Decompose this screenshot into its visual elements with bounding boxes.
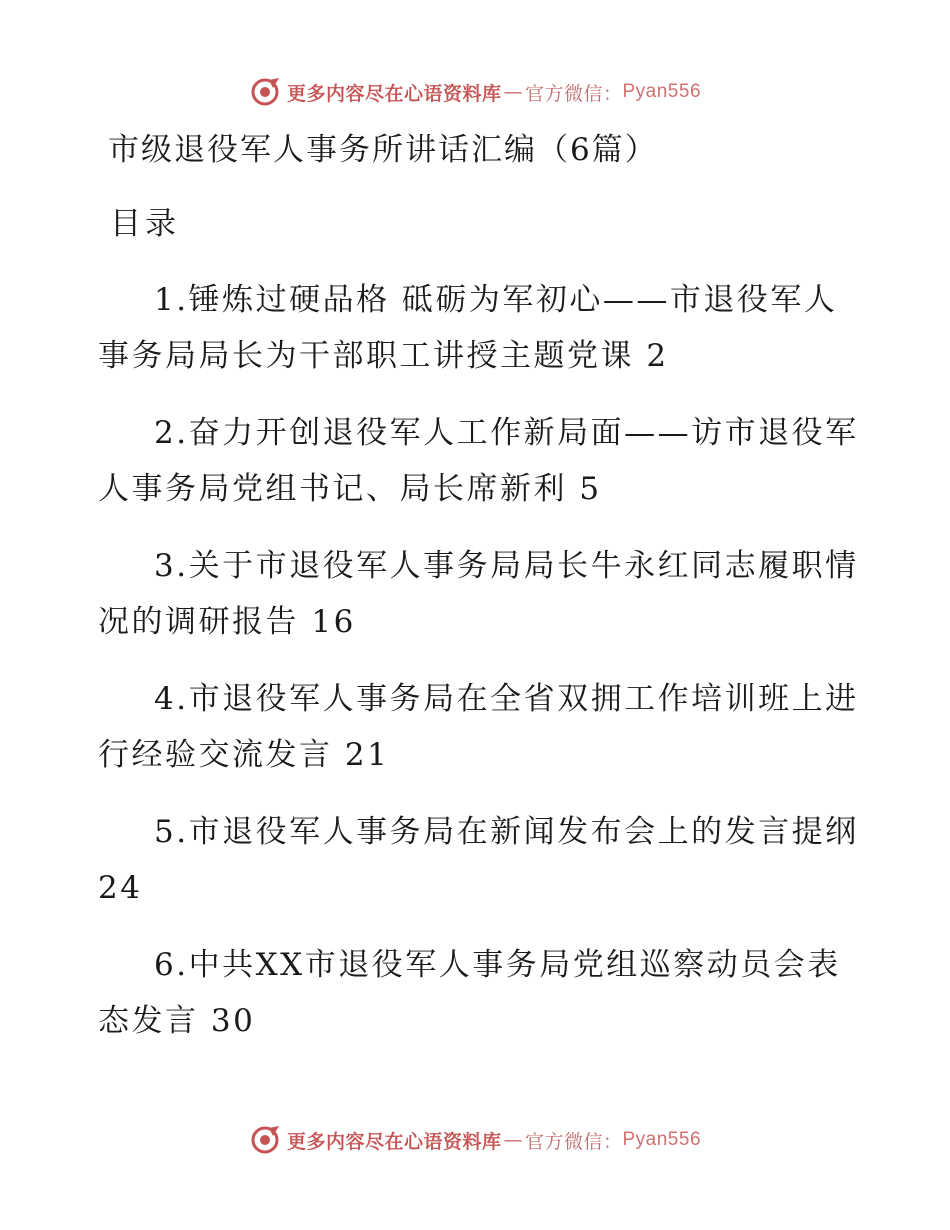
toc-item-3[interactable]: 3.关于市退役军人事务局局长牛永红同志履职情况的调研报告 16 [98,548,859,640]
toc-item-4[interactable]: 4.市退役军人事务局在全省双拥工作培训班上进行经验交流发言 21 [98,681,859,773]
quill-seal-icon [249,76,281,108]
toc-item-2[interactable]: 2.奋力开创退役军人工作新局面——访市退役军人事务局党组书记、局长席新利 5 [98,415,859,507]
watermark-wechat-id: Pyan556 [622,81,702,102]
quill-seal-icon [249,1124,281,1156]
watermark-brand: 更多内容尽在心语资料库 [286,82,502,105]
toc-item-5[interactable]: 5.市退役军人事务局在新闻发布会上的发言提纲 24 [98,814,859,906]
watermark-banner-bottom [0,1120,950,1160]
toc-item-6[interactable]: 6.中共XX市退役军人事务局党组巡察动员会表态发言 30 [98,947,841,1039]
watermark-dash: — [503,1129,523,1151]
toc-item-1[interactable]: 1.锤炼过硬品格 砥砺为军初心——市退役军人事务局局长为干部职工讲授主题党课 2 [98,282,838,374]
watermark-brand: 更多内容尽在心语资料库 [286,1130,502,1153]
watermark-banner-top [0,72,950,112]
watermark-wechat-id: Pyan556 [622,1129,702,1150]
watermark-wechat-label: 官方微信： [524,1130,623,1153]
watermark-dash: — [503,81,523,103]
watermark-wechat-label: 官方微信： [524,82,623,105]
table-of-contents [98,272,868,1070]
document-title: 市级退役军人事务所讲话汇编（6篇） [108,132,658,168]
toc-heading: 目录 [110,206,180,242]
